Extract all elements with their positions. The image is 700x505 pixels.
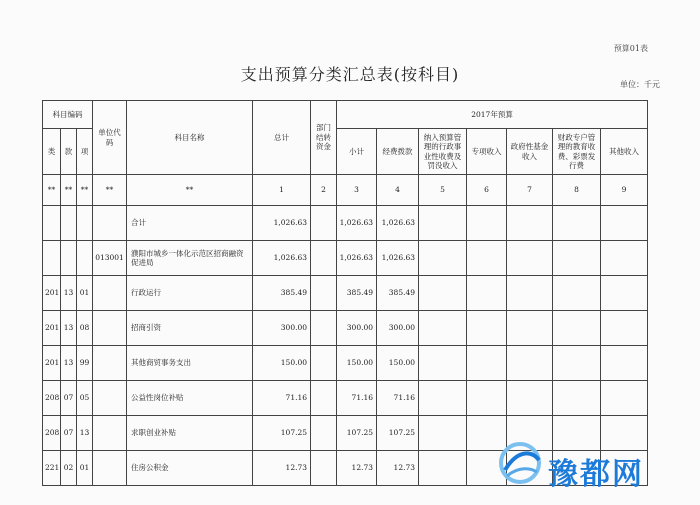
cell-empty xyxy=(601,241,648,276)
cell-empty xyxy=(553,381,601,416)
cell-lei: 201 xyxy=(43,311,61,346)
cell-kuan: 07 xyxy=(61,381,77,416)
cell-empty xyxy=(507,276,553,311)
index-cell: ** xyxy=(77,175,93,206)
cell-empty xyxy=(601,311,648,346)
header-appropriation: 经费拨款 xyxy=(377,129,419,175)
unit-label: 单位：千元 xyxy=(620,80,660,89)
cell-lei: 201 xyxy=(43,346,61,381)
cell-total: 150.00 xyxy=(253,346,311,381)
cell-sub: 150.00 xyxy=(337,346,377,381)
header-fiscal-fee: 纳入预算管理的行政事业性收费及罚没收入 xyxy=(419,129,467,175)
table-row xyxy=(43,276,648,311)
cell-name: 住房公积金 xyxy=(127,451,253,486)
page-title: 支出预算分类汇总表(按科目) xyxy=(240,65,460,84)
cell-carry xyxy=(311,381,337,416)
cell-name: 行政运行 xyxy=(127,276,253,311)
cell-empty xyxy=(601,381,648,416)
index-cell: ** xyxy=(61,175,77,206)
cell-empty xyxy=(601,276,648,311)
cell-empty xyxy=(467,206,507,241)
cell-total: 71.16 xyxy=(253,381,311,416)
cell-empty xyxy=(419,311,467,346)
header-subject-name: 科目名称 xyxy=(127,101,253,175)
cell-name: 濮阳市城乡一体化示范区招商融资促进局 xyxy=(127,241,253,276)
cell-carry xyxy=(311,276,337,311)
table-row xyxy=(43,206,648,241)
cell-lei: 221 xyxy=(43,451,61,486)
cell-sub: 1,026.63 xyxy=(337,206,377,241)
cell-total: 1,026.63 xyxy=(253,206,311,241)
cell-empty xyxy=(419,241,467,276)
cell-total: 385.49 xyxy=(253,276,311,311)
index-cell: ** xyxy=(43,175,61,206)
cell-lei xyxy=(43,241,61,276)
cell-sub: 300.00 xyxy=(337,311,377,346)
cell-lei: 208 xyxy=(43,416,61,451)
cell-kuan xyxy=(61,206,77,241)
index-cell: 4 xyxy=(377,175,419,206)
table-row xyxy=(43,346,648,381)
header-lei: 类 xyxy=(43,129,61,175)
cell-total: 300.00 xyxy=(253,311,311,346)
cell-unit xyxy=(93,276,127,311)
index-cell: 1 xyxy=(253,175,311,206)
cell-approp: 300.00 xyxy=(377,311,419,346)
cell-name: 合计 xyxy=(127,206,253,241)
cell-approp: 150.00 xyxy=(377,346,419,381)
cell-carry xyxy=(311,346,337,381)
table-row xyxy=(43,381,648,416)
cell-kuan xyxy=(61,241,77,276)
cell-approp: 1,026.63 xyxy=(377,241,419,276)
cell-sub: 12.73 xyxy=(337,451,377,486)
cell-empty xyxy=(419,416,467,451)
cell-carry xyxy=(311,241,337,276)
cell-empty xyxy=(467,346,507,381)
header-kuan: 款 xyxy=(61,129,77,175)
cell-xiang: 01 xyxy=(77,276,93,311)
cell-empty xyxy=(507,381,553,416)
cell-approp: 1,026.63 xyxy=(377,206,419,241)
cell-total: 1,026.63 xyxy=(253,241,311,276)
index-cell: 7 xyxy=(507,175,553,206)
index-cell: 8 xyxy=(553,175,601,206)
header-subject-code: 科目编码 xyxy=(43,101,93,129)
header-unit-code: 单位代码 xyxy=(93,101,127,175)
cell-total: 12.73 xyxy=(253,451,311,486)
cell-approp: 12.73 xyxy=(377,451,419,486)
cell-unit xyxy=(93,206,127,241)
index-cell: 3 xyxy=(337,175,377,206)
cell-empty xyxy=(601,346,648,381)
cell-sub: 107.25 xyxy=(337,416,377,451)
cell-empty xyxy=(467,276,507,311)
cell-kuan: 07 xyxy=(61,416,77,451)
cell-empty xyxy=(553,311,601,346)
cell-sub: 1,026.63 xyxy=(337,241,377,276)
cell-empty xyxy=(419,451,467,486)
cell-xiang xyxy=(77,206,93,241)
cell-empty xyxy=(467,381,507,416)
cell-empty xyxy=(553,346,601,381)
cell-xiang xyxy=(77,241,93,276)
cell-kuan: 13 xyxy=(61,346,77,381)
table-row xyxy=(43,241,648,276)
cell-empty xyxy=(507,241,553,276)
cell-empty xyxy=(507,206,553,241)
cell-empty xyxy=(419,206,467,241)
cell-xiang: 99 xyxy=(77,346,93,381)
index-cell: ** xyxy=(93,175,127,206)
cell-xiang: 08 xyxy=(77,311,93,346)
cell-empty xyxy=(419,346,467,381)
cell-unit xyxy=(93,451,127,486)
cell-empty xyxy=(507,311,553,346)
index-cell: 2 xyxy=(311,175,337,206)
cell-kuan: 13 xyxy=(61,311,77,346)
cell-lei: 201 xyxy=(43,276,61,311)
cell-empty xyxy=(553,276,601,311)
header-dept-carryover: 部门结转资金 xyxy=(311,101,337,175)
cell-approp: 71.16 xyxy=(377,381,419,416)
cell-kuan: 13 xyxy=(61,276,77,311)
cell-sub: 71.16 xyxy=(337,381,377,416)
header-gov-fund: 政府性基金收入 xyxy=(507,129,553,175)
watermark-text: 豫都网 xyxy=(548,457,644,492)
cell-total: 107.25 xyxy=(253,416,311,451)
cell-unit: 013001 xyxy=(93,241,127,276)
cell-carry xyxy=(311,206,337,241)
cell-empty xyxy=(419,276,467,311)
header-budget-2017: 2017年预算 xyxy=(337,101,648,129)
index-cell: 9 xyxy=(601,175,648,206)
header-special-income: 专项收入 xyxy=(467,129,507,175)
cell-lei: 208 xyxy=(43,381,61,416)
cell-approp: 107.25 xyxy=(377,416,419,451)
cell-empty xyxy=(601,206,648,241)
cell-name: 招商引资 xyxy=(127,311,253,346)
budget-table xyxy=(42,100,648,486)
cell-empty xyxy=(507,346,553,381)
cell-name: 公益性岗位补贴 xyxy=(127,381,253,416)
cell-carry xyxy=(311,416,337,451)
cell-empty xyxy=(467,311,507,346)
header-other-income: 其他收入 xyxy=(601,129,648,175)
cell-unit xyxy=(93,311,127,346)
cell-unit xyxy=(93,346,127,381)
cell-name: 其他商贸事务支出 xyxy=(127,346,253,381)
cell-sub: 385.49 xyxy=(337,276,377,311)
header-edu-fee: 财政专户管理的教育收费、彩票发行费 xyxy=(553,129,601,175)
header-xiang: 项 xyxy=(77,129,93,175)
header-subtotal: 小计 xyxy=(337,129,377,175)
cell-carry xyxy=(311,311,337,346)
cell-lei xyxy=(43,206,61,241)
cell-xiang: 01 xyxy=(77,451,93,486)
cell-empty xyxy=(553,241,601,276)
index-cell: 5 xyxy=(419,175,467,206)
cell-unit xyxy=(93,381,127,416)
header-total: 总计 xyxy=(253,101,311,175)
cell-xiang: 05 xyxy=(77,381,93,416)
cell-name: 求职创业补贴 xyxy=(127,416,253,451)
index-cell: ** xyxy=(127,175,253,206)
table-row xyxy=(43,311,648,346)
cell-carry xyxy=(311,451,337,486)
cell-empty xyxy=(419,381,467,416)
cell-kuan: 02 xyxy=(61,451,77,486)
cell-empty xyxy=(467,241,507,276)
cell-empty xyxy=(553,206,601,241)
index-cell: 6 xyxy=(467,175,507,206)
cell-approp: 385.49 xyxy=(377,276,419,311)
form-number: 预算01表 xyxy=(613,44,648,53)
cell-unit xyxy=(93,416,127,451)
cell-xiang: 13 xyxy=(77,416,93,451)
